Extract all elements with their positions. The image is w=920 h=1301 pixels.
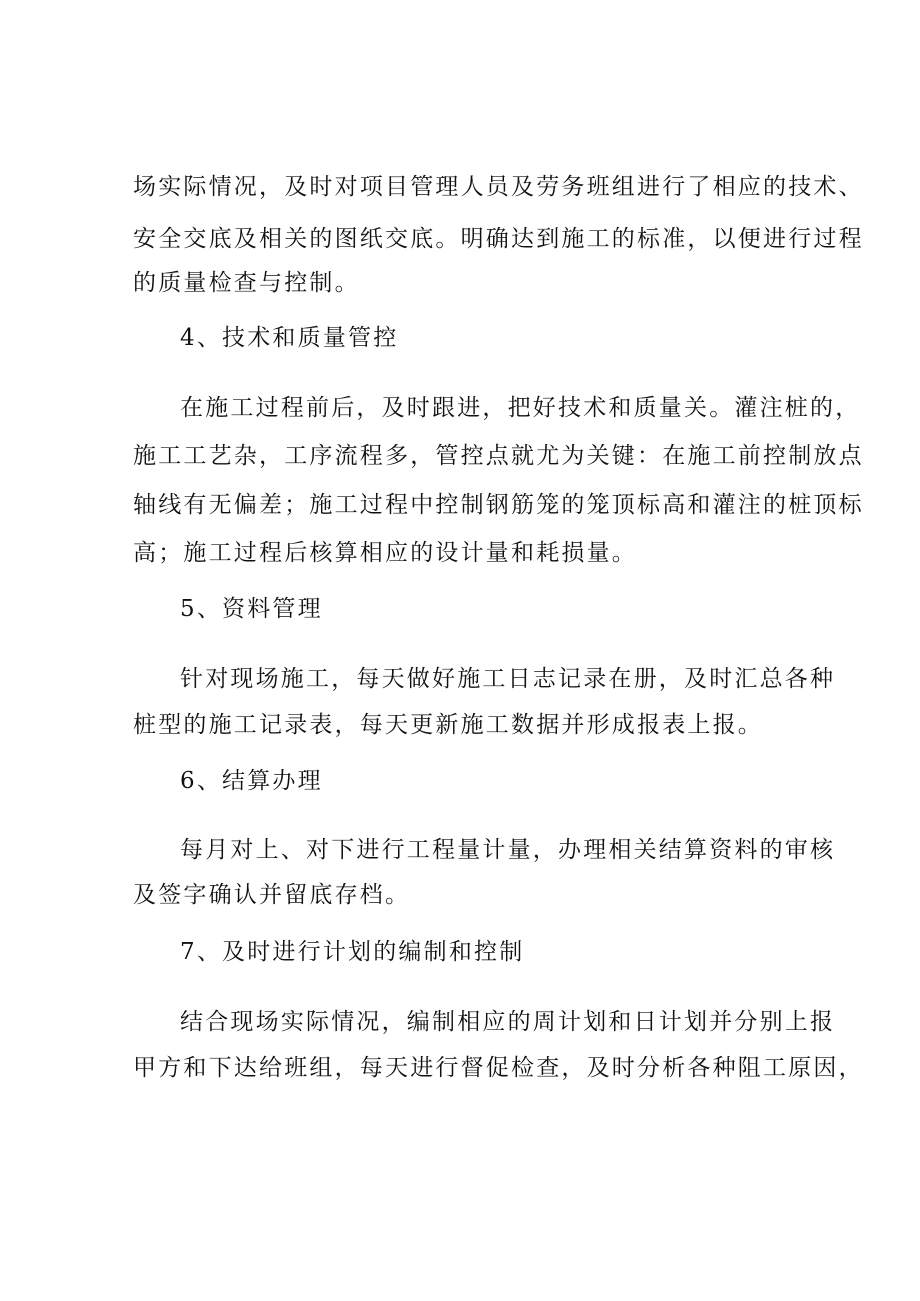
body-line: 桩型的施工记录表，每天更新施工数据并形成报表上报。 bbox=[133, 712, 763, 738]
body-line: 场实际情况，及时对项目管理人员及劳务班组进行了相应的技术、 bbox=[133, 174, 864, 200]
body-line: 每月对上、对下进行工程量计量，办理相关结算资料的审核 bbox=[180, 837, 836, 863]
body-line: 安全交底及相关的图纸交底。明确达到施工的标准，以便进行过程 bbox=[133, 226, 864, 252]
section-heading: 6、结算办理 bbox=[180, 768, 323, 794]
body-line: 施工工艺杂，工序流程多，管控点就尤为关键：在施工前控制放点 bbox=[133, 443, 864, 469]
section-heading: 5、资料管理 bbox=[180, 596, 323, 622]
body-line: 在施工过程前后，及时跟进，把好技术和质量关。灌注桩的， bbox=[180, 395, 861, 421]
section-heading: 7、及时进行计划的编制和控制 bbox=[180, 939, 525, 965]
body-line: 结合现场实际情况，编制相应的周计划和日计划并分别上报 bbox=[180, 1009, 836, 1035]
body-line: 针对现场施工，每天做好施工日志记录在册，及时汇总各种 bbox=[180, 666, 836, 692]
body-line: 及签字确认并留底存档。 bbox=[133, 882, 411, 908]
body-line: 高；施工过程后核算相应的设计量和耗损量。 bbox=[133, 540, 637, 566]
section-heading: 4、技术和质量管控 bbox=[180, 325, 399, 351]
body-line: 轴线有无偏差；施工过程中控制钢筋笼的笼顶标高和灌注的桩顶标 bbox=[133, 492, 864, 518]
body-line: 的质量检查与控制。 bbox=[133, 270, 360, 296]
body-line: 甲方和下达给班组，每天进行督促检查，及时分析各种阻工原因， bbox=[133, 1055, 864, 1081]
